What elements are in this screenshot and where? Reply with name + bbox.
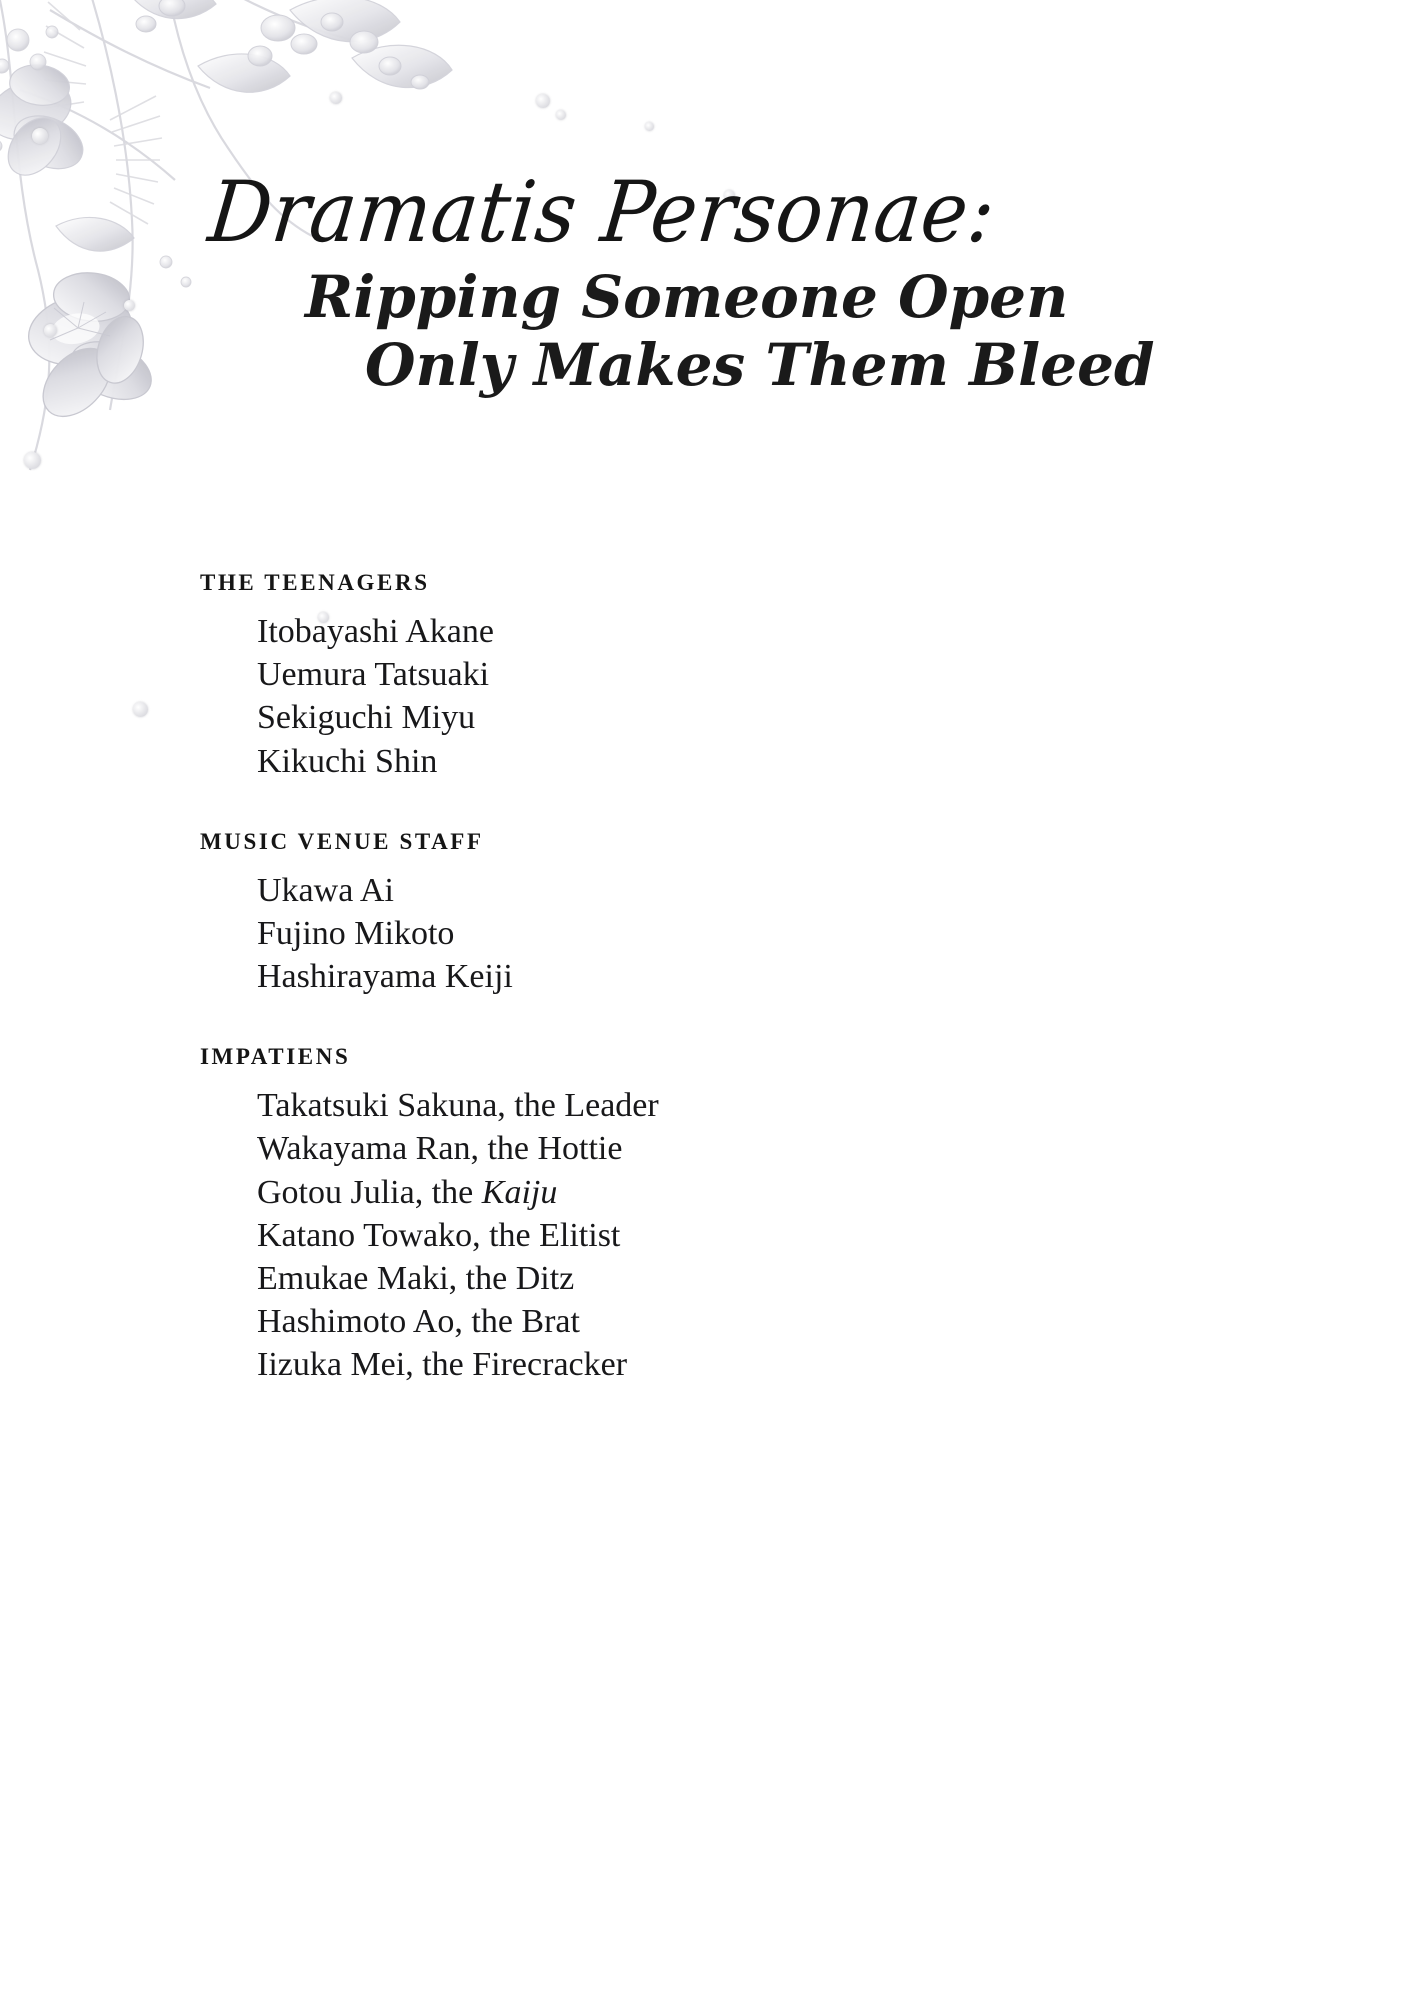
cast-member-name: Kikuchi Shin bbox=[257, 742, 438, 780]
dramatis-personae-list bbox=[200, 570, 1100, 1386]
cast-member-name: Emukae Maki, the Ditz bbox=[257, 1259, 575, 1297]
cast-section-heading: IMPATIENS bbox=[200, 1044, 351, 1070]
cast-section-heading: THE TEENAGERS bbox=[200, 570, 430, 595]
cast-member-name: Ukawa Ai bbox=[257, 871, 394, 909]
cast-member-name: Wakayama Ran, the Hottie bbox=[257, 1130, 623, 1168]
cast-member-name: Takatsuki Sakuna, the Leader bbox=[257, 1087, 659, 1125]
petal-speck-icon bbox=[330, 92, 342, 104]
cast-member-name: Uemura Tatsuaki bbox=[257, 656, 490, 694]
cast-member-name: Katano Towako, the Elitist bbox=[257, 1216, 621, 1254]
page-title: Dramatis Personae: bbox=[204, 164, 1000, 262]
petal-speck-icon bbox=[24, 452, 41, 469]
petal-speck-icon bbox=[556, 110, 566, 120]
cast-member-name: Gotou Julia, the Kaiju bbox=[257, 1173, 558, 1211]
cast-section bbox=[200, 570, 1100, 783]
cast-section bbox=[200, 1044, 1100, 1386]
cast-member-name: Itobayashi Akane bbox=[257, 613, 494, 650]
cast-member-name: Hashirayama Keiji bbox=[257, 958, 513, 996]
page-title-block bbox=[0, 164, 1424, 400]
cast-member-name: Fujino Mikoto bbox=[257, 914, 455, 952]
cast-member-epithet-italic: Kaiju bbox=[481, 1173, 558, 1211]
petal-speck-icon bbox=[536, 94, 550, 108]
cast-member-name: Hashimoto Ao, the Brat bbox=[257, 1303, 580, 1341]
cast-member-name: Sekiguchi Miyu bbox=[257, 699, 476, 737]
cast-section-heading: MUSIC VENUE STAFF bbox=[200, 828, 484, 854]
petal-speck-icon bbox=[32, 128, 48, 144]
page-subtitle-line-2: Only Makes Them Bleed bbox=[365, 331, 1155, 400]
cast-section bbox=[200, 829, 1100, 999]
page-subtitle-line-1: Ripping Someone Open bbox=[305, 263, 1069, 332]
cast-member-name: Iizuka Mei, the Firecracker bbox=[257, 1346, 628, 1384]
petal-speck-icon bbox=[133, 702, 148, 717]
petal-speck-icon bbox=[645, 122, 654, 131]
